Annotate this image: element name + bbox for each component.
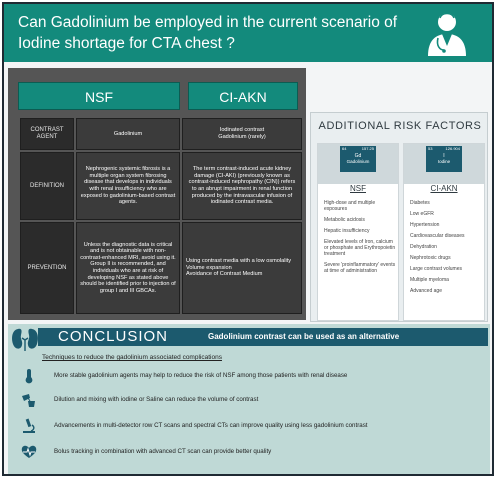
list-item: Severe 'proinflammatory' events at time of administration: [324, 262, 396, 274]
i-symbol: I: [443, 153, 445, 159]
list-item: High-dose and multiple exposures: [324, 200, 376, 212]
infographic-frame: [2, 2, 494, 476]
i-atomic-mass: 126.904: [445, 146, 460, 151]
page-title: Can Gadolinium be employed in the current scenario of Iodine shortage for CTA chest ?: [18, 14, 398, 52]
list-item: Advanced age: [410, 288, 442, 294]
header-bar: [4, 4, 492, 62]
gd-symbol: Gd: [354, 153, 362, 159]
list-item: Cardiovascular diseases: [410, 233, 465, 239]
ciakn-risk-column: [403, 143, 485, 321]
row-label-contrast-agent: CONTRAST AGENT: [20, 118, 74, 150]
ciakn-definition: The term contrast-induced acute kidney damage (CI-AKI) (previously known as contrast-induced nephropathy (CIN)) refers to an abrupt impairment in renal function produced by the intravascular infusion of iodinated contrast media.: [182, 152, 302, 220]
technique-item: [20, 368, 480, 386]
nsf-prevention: Unless the diagnostic data is critical and is not obtainable with non-contrast-enhanced MRI, avoid using it. Group II is recommended, and individuals who are at risk of developing NSF as stated above should be identified prior to injection of group I and III GBCAs.: [76, 222, 180, 314]
technique-item: [20, 392, 480, 410]
conclusion-subtitle: Gadolinium contrast can be used as an alternative: [208, 332, 400, 341]
technique-item: [20, 418, 480, 436]
nsf-column-header: NSF: [18, 82, 180, 110]
beaker-pour-icon: [20, 392, 38, 408]
kidney-icon: [10, 326, 40, 352]
list-item: Elevated levels of Iron, calcium or phosphate and Erythropoietin treatment: [324, 239, 396, 257]
gd-name: Gadolinium: [346, 159, 370, 164]
ciakn-column-header: CI-AKN: [188, 82, 298, 110]
list-item: Hypertension: [410, 222, 440, 228]
heartbeat-icon: [20, 444, 38, 460]
ciakn-contrast-agent: Iodinated contrast Gadolinium (rarely): [182, 118, 302, 150]
i-atomic-number: 53: [428, 146, 433, 151]
comparison-panel: [8, 68, 306, 320]
ciakn-risk-list: [410, 200, 482, 299]
conclusion-banner: [38, 328, 488, 346]
nsf-risk-column: [317, 143, 399, 321]
list-item: Diabetes: [410, 200, 430, 206]
thermometer-icon: [20, 368, 38, 384]
technique-text: More stable gadolinium agents may help to reduce the risk of NSF among those patients with renal disease: [54, 372, 348, 379]
iodine-element-tile: [426, 146, 462, 172]
risk-factors-title: ADDITIONAL RISK FACTORS: [318, 120, 482, 132]
i-name: Iodine: [437, 159, 451, 164]
conclusion-title: CONCLUSION: [58, 328, 169, 345]
ciakn-prevention: Using contrast media with a low osmolality Volume expansion Avoidance of Contrast Medium: [182, 222, 302, 314]
nsf-risk-label: NSF: [350, 184, 366, 193]
list-item: Low eGFR: [410, 211, 434, 217]
list-item: Nephrotoxic drugs: [410, 255, 451, 261]
row-label-prevention: PREVENTION: [20, 222, 74, 314]
doctor-icon: [422, 8, 472, 58]
conclusion-section: [8, 324, 490, 474]
microscope-icon: [20, 418, 38, 434]
ciakn-risk-label: CI-AKN: [430, 184, 458, 193]
techniques-heading: Techniques to reduce the gadolinium associated complications: [42, 354, 222, 361]
technique-item: [20, 444, 480, 462]
gadolinium-element-tile: [340, 146, 376, 172]
list-item: Hepatic insufficiency: [324, 228, 370, 234]
gd-atomic-number: 64: [342, 146, 347, 151]
nsf-risk-list: [324, 200, 396, 279]
risk-factors-panel: [310, 112, 488, 322]
list-item: Large contrast volumes: [410, 266, 462, 272]
list-item: Metabolic acidosis: [324, 217, 365, 223]
row-label-definition: DEFINITION: [20, 152, 74, 220]
technique-text: Dilution and mixing with iodine or Saline can reduce the volume of contrast: [54, 396, 259, 403]
ciakn-risk-header: [404, 144, 484, 184]
technique-text: Bolus tracking in combination with advanced CT scan can provide better quality: [54, 448, 272, 455]
list-item: Multiple myeloma: [410, 277, 449, 283]
gd-atomic-mass: 157.25: [361, 146, 374, 151]
nsf-definition: Nephrogenic systemic fibrosis is a multiple organ system fibrosing disease that develops in individuals with renal insufficiency who are exposed to gadolinium-based contrast agents.: [76, 152, 180, 220]
list-item: Dehydration: [410, 244, 437, 250]
nsf-risk-header: [318, 144, 398, 184]
nsf-contrast-agent: Gadolinium: [76, 118, 180, 150]
technique-text: Advancements in multi-detector row CT scans and spectral CTs can improve quality using less gadolinium contrast: [54, 422, 368, 429]
